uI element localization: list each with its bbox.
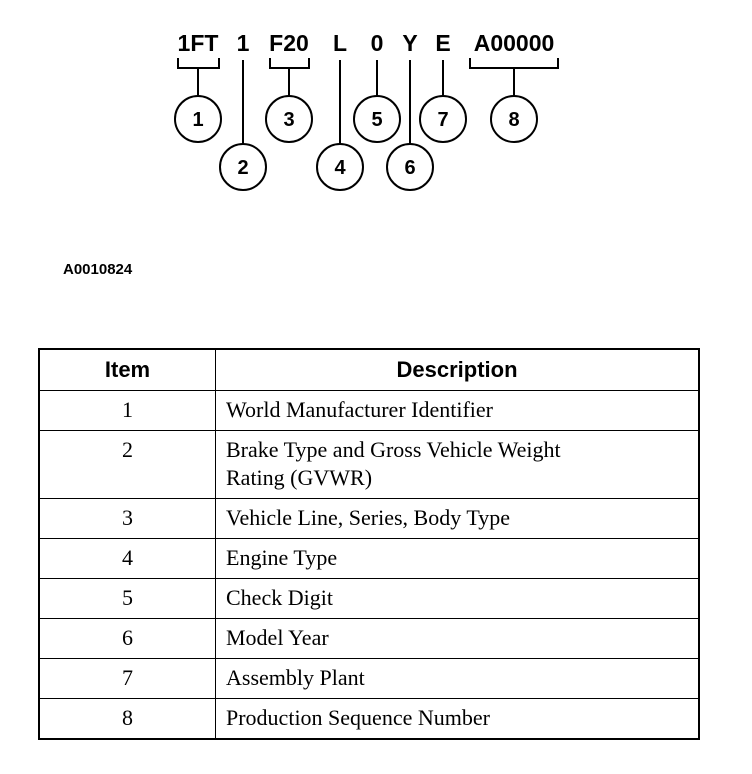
item-cell: 5 (39, 579, 216, 619)
callout-number-4: 4 (334, 157, 346, 179)
item-cell: 2 (39, 431, 216, 499)
description-line: Assembly Plant (226, 665, 365, 690)
vin-segment-engine: L (332, 30, 348, 56)
table-row (39, 391, 699, 431)
callout-number-5: 5 (371, 109, 383, 131)
vin-segment-brake: 1 (236, 30, 250, 56)
bracket-line (270, 58, 309, 96)
description-line: Production Sequence Number (226, 705, 490, 730)
callout-number-2: 2 (237, 157, 249, 179)
bracket-wmi (178, 58, 219, 96)
table-row (39, 619, 699, 659)
callout-number-3: 3 (283, 109, 295, 131)
description-cell (216, 619, 700, 659)
vin-segment-plant: E (435, 30, 451, 56)
column-header-item: Item (39, 349, 216, 391)
description-line: Brake Type and Gross Vehicle Weight (226, 437, 561, 462)
vin-segment-check: 0 (370, 30, 384, 56)
table-row (39, 499, 699, 539)
table-header-row (39, 349, 699, 391)
description-cell (216, 539, 700, 579)
item-cell: 7 (39, 659, 216, 699)
description-line: Check Digit (226, 585, 333, 610)
description-line: Model Year (226, 625, 329, 650)
vin-segment-line: F20 (269, 30, 309, 56)
bracket-sequence (470, 58, 558, 96)
description-cell (216, 499, 700, 539)
description-cell (216, 391, 700, 431)
vin-legend-table (38, 348, 700, 740)
table-row (39, 431, 699, 499)
column-header-description: Description (216, 349, 700, 391)
callout-number-7: 7 (437, 109, 449, 131)
description-line: Vehicle Line, Series, Body Type (226, 505, 510, 530)
vin-segment-year: Y (402, 30, 418, 56)
item-cell: 4 (39, 539, 216, 579)
callout-number-1: 1 (192, 109, 204, 131)
description-line: Rating (GVWR) (226, 465, 373, 490)
item-cell: 3 (39, 499, 216, 539)
description-cell (216, 699, 700, 740)
vin-diagram (0, 0, 752, 230)
table-row (39, 579, 699, 619)
description-line: Engine Type (226, 545, 338, 570)
item-cell: 6 (39, 619, 216, 659)
callout-number-8: 8 (508, 109, 520, 131)
figure-code: A0010824 (63, 261, 133, 278)
description-line: World Manufacturer Identifier (226, 397, 493, 422)
item-cell: 1 (39, 391, 216, 431)
description-cell (216, 659, 700, 699)
item-cell: 8 (39, 699, 216, 740)
vin-segment-sequence: A00000 (473, 30, 555, 56)
description-cell (216, 579, 700, 619)
table-row (39, 699, 699, 740)
callout-number-6: 6 (404, 157, 416, 179)
table-row (39, 659, 699, 699)
vin-segment-wmi: 1FT (177, 30, 219, 56)
description-cell (216, 431, 700, 499)
table-row (39, 539, 699, 579)
